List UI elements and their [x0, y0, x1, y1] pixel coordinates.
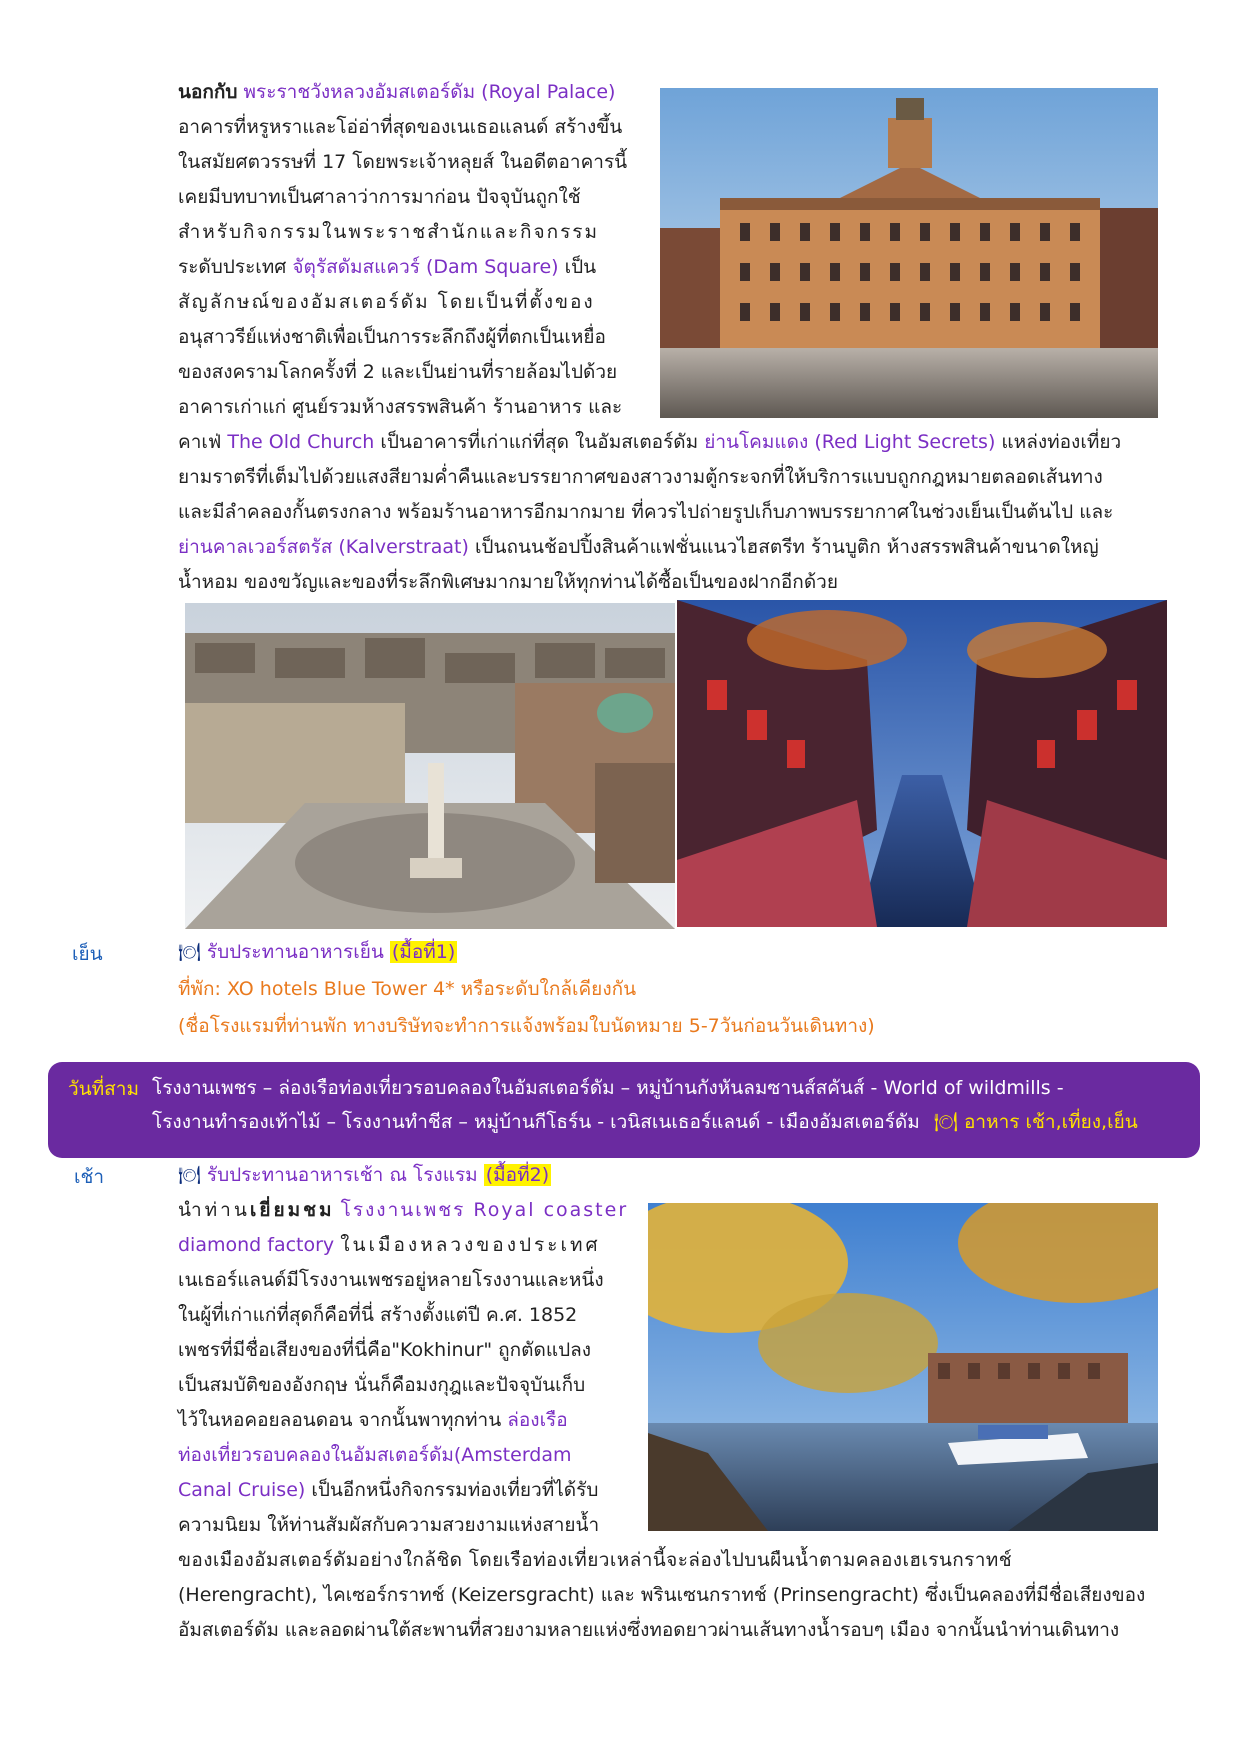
- dam-square-aerial-photo: [185, 603, 675, 929]
- red-light-link: ย่านโคมแดง (Red Light Secrets): [704, 431, 996, 453]
- evening-meal-number: (มื้อที่1): [391, 941, 456, 963]
- intro-line-1: [178, 75, 648, 110]
- line-11-pre: คาเฟ่: [178, 431, 222, 453]
- morning-meal-text: รับประทานอาหารเช้า ณ โรงแรม: [206, 1164, 478, 1186]
- intro-line-6: [178, 250, 648, 285]
- s2-full-line-2: (Herengracht), ไคเซอร์กราทช์ (Keizersgracht) และ พรินเซนกราทช์ (Prinsengracht) ซึ่งเป็นคลองที่มีชื่อเสียงของ: [178, 1584, 1146, 1606]
- intro-line-10: อาคารเก่าแก่ ศูนย์รวมห้างสรรพสินค้า ร้านอาหาร และ: [178, 396, 623, 418]
- day-three-meals: อาหาร เช้า,เที่ยง,เย็น: [964, 1111, 1138, 1133]
- line-14-post: เป็นถนนช้อปปิ้งสินค้าแฟชั่นแนวไฮสตรีท ร้านบูติก ห้างสรรพสินค้าขนาดใหญ่: [474, 536, 1099, 558]
- evening-meal-text: รับประทานอาหารเย็น: [206, 941, 384, 963]
- canal-cruise-link-2: ท่องเที่ยวรอบคลองในอัมสเตอร์ดัม(Amsterdam: [178, 1444, 572, 1466]
- line-11-post: แหล่งท่องเที่ยว: [1001, 431, 1122, 453]
- diamond-factory-link-2: diamond factory: [178, 1234, 335, 1256]
- hotel-line: ที่พัก: XO hotels Blue Tower 4* หรือระดับใกล้เคียงกัน: [178, 978, 637, 1000]
- s2-line-9-post: เป็นอีกหนึ่งกิจกรรมท่องเที่ยวที่ได้รับ: [311, 1479, 599, 1501]
- intro-line-3: ในสมัยศตวรรษที่ 17 โดยพระเจ้าหลุยส์ ในอดีตอาคารนี้: [178, 151, 628, 173]
- day-three-route-line-2-text: โรงงานทำรองเท้าไม้ – โรงงานทำชีส – หมู่บ้านกีโธร์น - เวนิสเนเธอร์แลนด์ - เมืองอัมสเตอร์ดัม: [152, 1111, 920, 1133]
- royal-palace-photo: [660, 88, 1158, 418]
- s2-full-line-3: อัมสเตอร์ดัม และลอดผ่านใต้สะพานที่สวยงามหลายแห่งซึ่งทอดยาวผ่านเส้นทางน้ำรอบๆ เมือง จากนั้นนำท่านเดินทาง: [178, 1619, 1120, 1641]
- paragraph-line-14: [178, 530, 1158, 565]
- red-light-district-photo: [677, 600, 1167, 927]
- canal-cruise-link-1: ล่องเรือ: [507, 1409, 568, 1431]
- day-three-title: วันที่สาม: [68, 1078, 139, 1100]
- morning-meal-number: (มื้อที่2): [485, 1164, 550, 1186]
- morning-meal-line: [178, 1158, 551, 1193]
- intro-line-5: สำหรับกิจกรรมในพระราชสำนักและกิจกรรม: [178, 221, 600, 243]
- intro-line-6-pre: ระดับประเทศ: [178, 256, 287, 278]
- paragraph-line-11: [178, 425, 1158, 460]
- s2-line-7-pre: ไว้ในหอคอยลอนดอน จากนั้นพาทุกท่าน: [178, 1409, 502, 1431]
- s2-line-2-post: ในเมืองหลวงของประเทศ: [340, 1234, 601, 1256]
- intro-line-6-post: เป็น: [564, 256, 597, 278]
- morning-label: เช้า: [74, 1166, 105, 1188]
- intro-line-4: เคยมีบทบาทเป็นศาลาว่าการมาก่อน ปัจจุบันถูกใช้: [178, 186, 581, 208]
- diamond-factory-link: โรงงานเพชร Royal coaster: [340, 1199, 629, 1221]
- hotel-note: (ชื่อโรงแรมที่ท่านพัก ทางบริษัทจะทำการแจ้งพร้อมใบนัดหมาย 5-7วันก่อนวันเดินทาง): [178, 1015, 875, 1037]
- s2-lead: นำท่าน: [178, 1199, 250, 1221]
- canal-cruise-link-3: Canal Cruise): [178, 1479, 306, 1501]
- s2-line-4: ในผู้ที่เก่าแก่ที่สุดก็คือที่นี่ สร้างตั้งแต่ปี ค.ศ. 1852: [178, 1304, 578, 1326]
- s2-line-9: [178, 1473, 630, 1508]
- plate-icon: 🍽: [933, 1111, 958, 1133]
- amsterdam-canal-photo: [648, 1203, 1158, 1531]
- s2-line-3: เนเธอร์แลนด์มีโรงงานเพชรอยู่หลายโรงงานและหนึ่ง: [178, 1269, 604, 1291]
- intro-line-7: สัญลักษณ์ของอัมสเตอร์ดัม โดยเป็นที่ตั้งของ: [178, 291, 595, 313]
- day-three-banner: [48, 1062, 1200, 1158]
- paragraph-line-15: น้ำหอม ของขวัญและของที่ระลึกพิเศษมากมายให้ทุกท่านได้ซื้อเป็นของฝากอีกด้วย: [178, 571, 838, 593]
- s2-line-7: [178, 1403, 630, 1438]
- intro-line-2: อาคารที่หรูหราและโอ่อ่าที่สุดของเนเธอแลนด์ สร้างขึ้น: [178, 116, 623, 138]
- intro-line-8: อนุสาวรีย์แห่งชาติเพื่อเป็นการระลึกถึงผู้ที่ตกเป็นเหยื่อ: [178, 326, 606, 348]
- evening-meal-line: [178, 935, 457, 970]
- intro-lead: นอกกับ: [178, 81, 238, 103]
- s2-full-line-1: ของเมืองอัมสเตอร์ดัมอย่างใกล้ชิด โดยเรือท่องเที่ยวเหล่านี้จะล่องไปบนผืนน้ำตามคลองเฮเรนกราทช์: [178, 1549, 1013, 1571]
- paragraph-line-12: ยามราตรีที่เต็มไปด้วยแสงสียามค่ำคืนและบรรยากาศของสาวงามตู้กระจกที่ให้บริการแบบถูกกฎหมายตลอดเส้นทาง: [178, 466, 1103, 488]
- kalverstraat-link: ย่านคาลเวอร์สตรัส (Kalverstraat): [178, 536, 469, 558]
- day-three-route-line-1: โรงงานเพชร – ล่องเรือท่องเที่ยวรอบคลองในอัมสเตอร์ดัม – หมู่บ้านกังหันลมซานส์สคันส์ - World of wildmills -: [152, 1077, 1064, 1099]
- royal-palace-link: พระราชวังหลวงอัมสเตอร์ดัม (Royal Palace): [243, 81, 616, 103]
- day-three-route-line-2: [152, 1106, 1138, 1138]
- line-11-mid: เป็นอาคารที่เก่าแก่ที่สุด ในอัมสเตอร์ดัม: [380, 431, 699, 453]
- dam-square-link: จัตุรัสดัมสแควร์ (Dam Square): [292, 256, 559, 278]
- s2-line-2: [178, 1228, 630, 1263]
- plate-icon: 🍽: [178, 1165, 201, 1186]
- paragraph-line-13: และมีลำคลองกั้นตรงกลาง พร้อมร้านอาหารอีกมากมาย ที่ควรไปถ่ายรูปเก็บภาพบรรยากาศในช่วงเย็นเป็นต้นไป และ: [178, 501, 1114, 523]
- s2-line-10: ความนิยม ให้ท่านสัมผัสกับความสวยงามแห่งสายน้ำ: [178, 1514, 600, 1536]
- s2-lead-bold: เยี่ยมชม: [249, 1199, 335, 1221]
- s2-line-1: [178, 1193, 630, 1228]
- intro-line-9: ของสงครามโลกครั้งที่ 2 และเป็นย่านที่รายล้อมไปด้วย: [178, 361, 618, 383]
- evening-label: เย็น: [72, 943, 103, 965]
- old-church-link: The Old Church: [227, 431, 375, 453]
- s2-line-6: เป็นสมบัติของอังกฤษ นั่นก็คือมงกุฎและปัจจุบันเก็บ: [178, 1374, 586, 1396]
- plate-icon: 🍽: [178, 942, 201, 963]
- s2-line-5: เพชรที่มีชื่อเสียงของที่นี่คือ"Kokhinur" ถูกตัดแปลง: [178, 1339, 592, 1361]
